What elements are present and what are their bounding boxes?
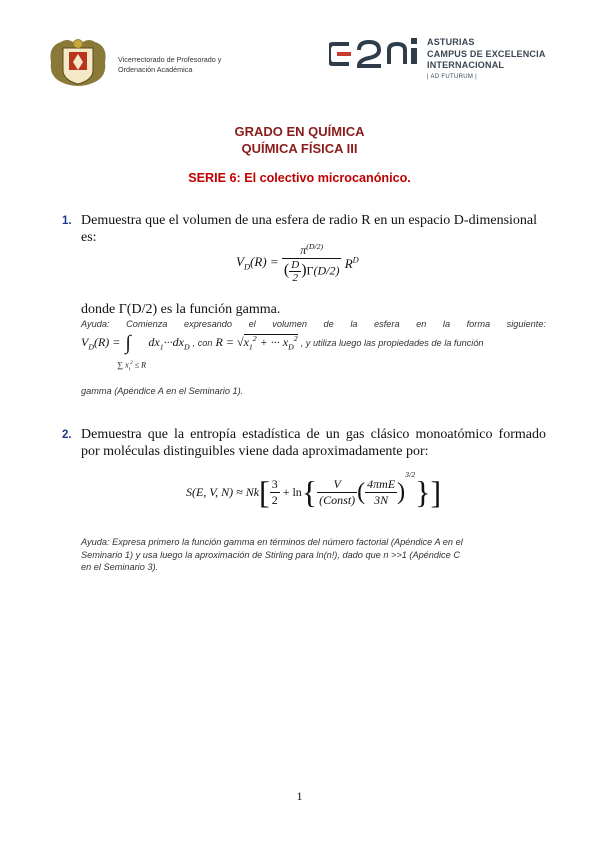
vice-line-2: Ordenación Académica: [118, 65, 193, 74]
problem-1-number: 1.: [62, 215, 72, 227]
problem-2-hint-line-3: en el Seminario 3).: [81, 562, 159, 572]
campus-line-1: ASTURIAS: [427, 37, 475, 47]
problem-1-hint-line-3: gamma (Apéndice A en el Seminario 1).: [81, 386, 244, 396]
degree-title: GRADO EN QUÍMICA: [234, 124, 365, 139]
series-title: SERIE 6: El colectivo microcanónico.: [188, 171, 411, 185]
problem-1-volume-formula: $V_D(R)$ = $\pi^{(D/2)}$ ( $\frac{D}{2}$ )Γ(D/2) $R^D$: [236, 242, 359, 284]
problem-1-hint-con: , con: [192, 338, 213, 348]
problem-1-text-line-2: es:: [81, 230, 97, 245]
problem-2-text-line-2: por moléculas distinguibles viene dada aproximadamente por:: [81, 444, 429, 459]
university-crest-logo: [47, 36, 109, 88]
page-number: 1: [296, 789, 303, 803]
vice-rectorate-label: [118, 55, 221, 75]
problem-2-hint-line-1: Ayuda: Expresa primero la función gamma en términos del número factorial (Apéndice A en el: [81, 537, 463, 547]
campus-line-2: CAMPUS DE EXCELENCIA: [427, 48, 546, 59]
problem-2-hint-line-2: Seminario 1) y usa luego la aproximación de Stirling para ln(n!), dado que n >>1 (Apéndice C: [81, 550, 460, 560]
problem-1-hint-line-1: Ayuda: Comienza expresando el volumen de la esfera en la forma siguiente:: [81, 319, 546, 329]
problem-2-number: 2.: [62, 429, 72, 441]
problem-2-entropy-formula: S(E, V, N) ≈ Nk[ $\frac{3}{2}$ + ln{ $\frac{V}{\text{(Const)}}$ ( $\frac{\text{4πmE}}{3N}$ )$^{3/2}$}]: [186, 470, 442, 510]
problem-2-text-line-1: Demuestra que la entropía estadística de un gas clásico monoatómico formado: [81, 427, 546, 442]
campus-tagline: | AD FUTURUM |: [427, 74, 477, 80]
campus-line-3: INTERNACIONAL: [427, 60, 505, 70]
campus-text: [427, 37, 546, 72]
vice-line-1: Vicerrectorado de Profesorado y: [118, 55, 222, 64]
problem-1-hint-properties: , y utiliza luego las propiedades de la función: [300, 338, 484, 348]
problem-1-hint-formula-line: $V_D(R)$ = ∫ ∑ $x_i^2 \le R$ $dx_1\cdot\cdot\cdot dx_D$ , con $R = √x_1^2$ + ··· $x_D^2$ , y utiliza luego las propiedades de la función: [81, 332, 484, 373]
campus-excellence-logo: [329, 36, 422, 72]
problem-1-gamma-note: donde Γ(D/2) es la función gamma.: [81, 302, 281, 317]
course-title: QUÍMICA FÍSICA III: [241, 141, 358, 156]
problem-1-text-line-1: Demuestra que el volumen de una esfera de radio R en un espacio D-dimensional: [81, 213, 538, 228]
